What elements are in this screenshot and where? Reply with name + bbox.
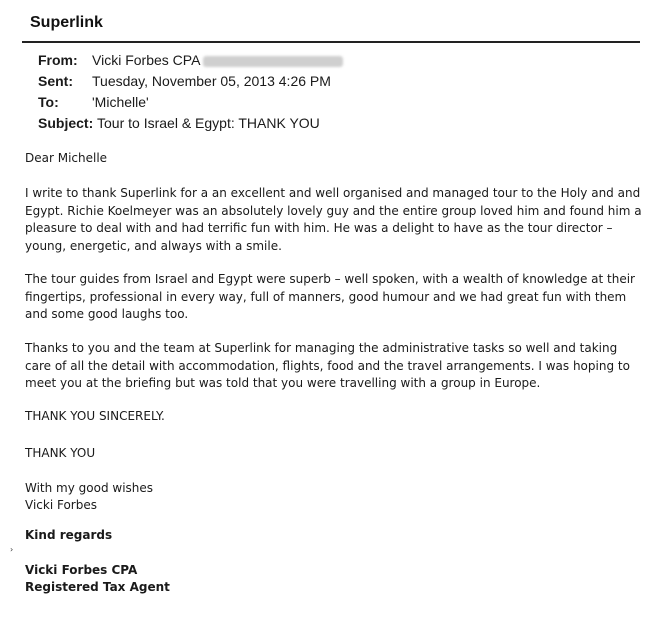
from-name: Vicki Forbes CPA bbox=[92, 52, 201, 68]
closing-name: Vicki Forbes bbox=[25, 498, 97, 512]
scan-speck: › bbox=[10, 545, 14, 554]
to-value: 'Michelle' bbox=[92, 94, 149, 110]
greeting: Dear Michelle bbox=[25, 151, 108, 165]
thanks-sincerely: THANK YOU SINCERELY. bbox=[25, 409, 165, 423]
brand-name: Superlink bbox=[30, 14, 103, 31]
header-divider bbox=[22, 41, 640, 43]
redacted-email bbox=[203, 56, 343, 67]
kind-regards: Kind regards bbox=[25, 528, 113, 542]
signature-title: Registered Tax Agent bbox=[25, 580, 170, 594]
paragraph-2: The tour guides from Israel and Egypt were superb – well spoken, with a wealth of knowledge at their fingertips, professional in every way, full of manners, good humour and we had great fun with them and some good laughs too. bbox=[25, 272, 635, 321]
closing-wishes: With my good wishes bbox=[25, 481, 154, 495]
paragraph-3: Thanks to you and the team at Superlink for managing the administrative tasks so well and taking care of all the detail with accommodation, flights, food and the travel arrangements. I was hoping to meet you at the briefing but was told that you were travelling with a group in Europe. bbox=[25, 341, 630, 390]
to-label: To: bbox=[38, 94, 59, 110]
sent-value: Tuesday, November 05, 2013 4:26 PM bbox=[92, 73, 331, 89]
sent-label: Sent: bbox=[38, 73, 73, 89]
paragraph-1: I write to thank Superlink for a an excellent and well organised and managed tour to the Holy and and Egypt. Richie Koelmeyer was an absolutely lovely guy and the entire group loved him and found him a pleasure to deal with and had terrific fun with him. He was a delight to have as the tour director – young, energetic, and always with a smile. bbox=[25, 186, 642, 253]
subject-value: Tour to Israel & Egypt: THANK YOU bbox=[97, 115, 320, 131]
subject-label: Subject: bbox=[38, 115, 94, 131]
thank-you: THANK YOU bbox=[25, 446, 96, 460]
signature-name: Vicki Forbes CPA bbox=[25, 563, 138, 577]
from-value bbox=[92, 52, 343, 68]
from-label: From: bbox=[38, 52, 78, 68]
